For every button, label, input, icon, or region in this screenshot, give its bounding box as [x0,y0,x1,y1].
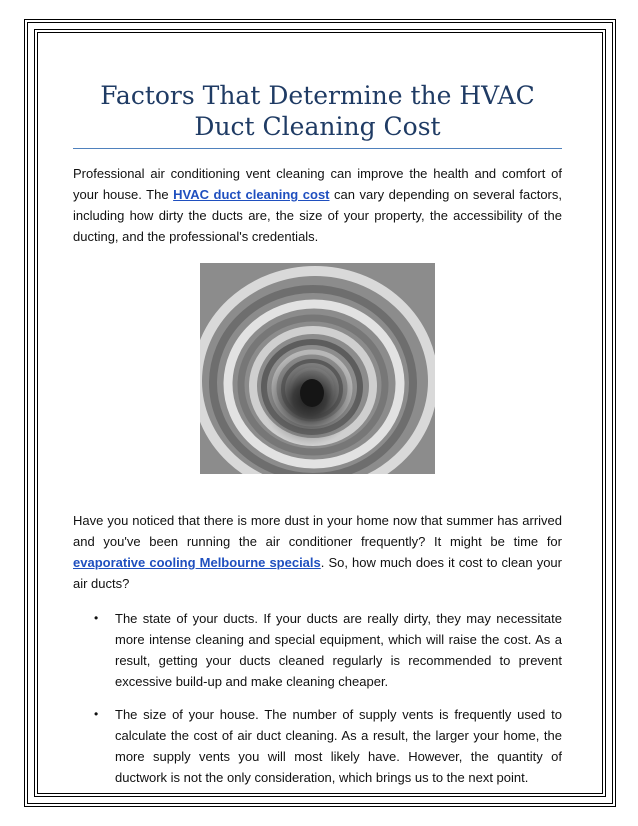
duct-photo [200,263,435,474]
intro-text-end: can vary depending on several factors, including how dirty the ducts are, the size of your property, the accessibility of the ducting, and the professional's credentials. [73,187,562,244]
list-item [73,704,562,788]
factors-list [73,608,562,788]
duct-photo-drawing [200,263,435,474]
summer-dust-paragraph [73,510,562,594]
para2-text-end: . So, how much does it cost to clean your air ducts? [73,555,562,591]
intro-text-start: Professional air conditioning vent cleaning can improve the health and comfort of your house. The [73,166,562,202]
bullet-icon: • [94,611,99,625]
page-title: Factors That Determine the HVAC Duct Cleaning Cost [73,80,562,149]
intro-paragraph [73,163,562,247]
list-item-text: The state of your ducts. If your ducts are really dirty, they may necessitate more intense cleaning and special equipment, which will raise the cost. As a result, getting your ducts cleaned regularly is recommended to prevent excessive build-up and make cleaning cheaper. [115,611,562,689]
para2-text-start: Have you noticed that there is more dust in your home now that summer has arrived and you've been running the air conditioner frequently? It might be time for [73,513,562,549]
hvac-cost-link[interactable]: HVAC duct cleaning cost [173,187,330,202]
evaporative-cooling-link[interactable]: evaporative cooling Melbourne specials [73,555,321,570]
list-item [73,608,562,692]
bullet-icon: • [94,707,99,721]
list-item-text: The size of your house. The number of supply vents is frequently used to calculate the cost of air duct cleaning. As a result, the larger your home, the more supply vents you will most likely have. However, the quantity of ductwork is not the only consideration, which brings us to the next point. [115,707,562,785]
document-body [73,80,562,800]
